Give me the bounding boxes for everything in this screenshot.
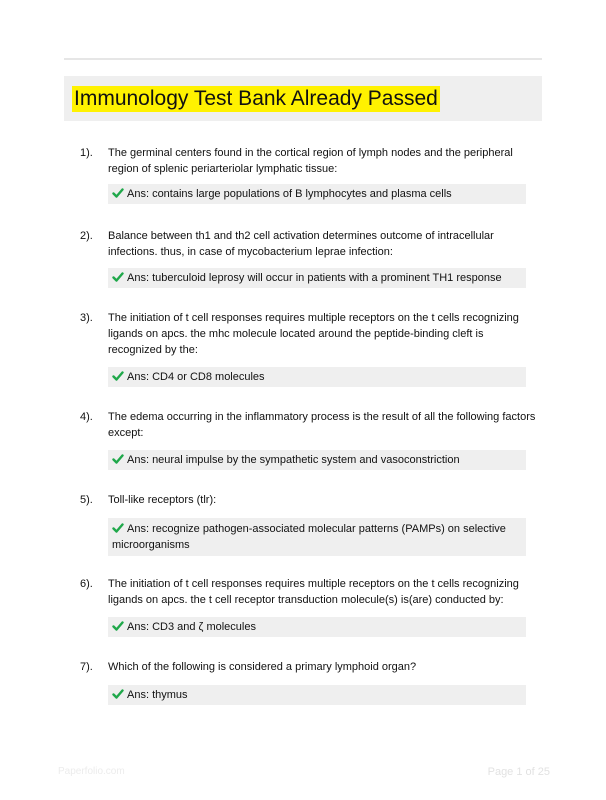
question-number: 4). [80,411,93,423]
top-divider [64,58,542,60]
check-icon [112,370,124,382]
page-title: Immunology Test Bank Already Passed [74,87,438,110]
check-icon [112,453,124,465]
answer-text: Ans: CD4 or CD8 molecules [127,371,265,383]
answer-text: Ans: CD3 and ζ molecules [127,621,256,633]
title-banner [64,76,542,121]
footer-source: Paperfolio.com [58,766,125,777]
answer-text: Ans: tuberculoid leprosy will occur in patients with a prominent TH1 response [127,272,502,284]
answer-box [108,450,526,470]
question-number: 2). [80,230,93,242]
question-text: The germinal centers found in the cortical region of lymph nodes and the peripheral region of splenic periarteriolar lymphatic tissue: [108,147,513,175]
question-number: 3). [80,312,93,324]
answer-box [108,268,526,288]
question-number: 1). [80,147,93,159]
check-icon [112,620,124,632]
answer-text: Ans: recognize pathogen-associated molecular patterns (PAMPs) on selective microorganisms [112,523,506,551]
question-number: 7). [80,661,93,673]
question-text: The edema occurring in the inflammatory process is the result of all the following factors except: [108,411,536,439]
question-text: Balance between th1 and th2 cell activation determines outcome of intracellular infections. thus, in case of mycobacterium leprae infection: [108,230,494,258]
check-icon [112,271,124,283]
question-text: Toll-like receptors (tlr): [108,494,217,506]
question-text: Which of the following is considered a primary lymphoid organ? [108,661,417,673]
question-text: The initiation of t cell responses requires multiple receptors on the t cells recognizing ligands on apcs. the mhc molecule located around the peptide-binding cleft is recognized by the: [108,312,519,356]
check-icon [112,522,124,534]
answer-text: Ans: contains large populations of B lymphocytes and plasma cells [127,188,452,200]
question-number: 6). [80,578,93,590]
answer-box [108,518,526,556]
answer-box [108,184,526,204]
answer-text: Ans: neural impulse by the sympathetic system and vasoconstriction [127,454,460,466]
answer-box [108,367,526,387]
page-number: Page 1 of 25 [487,766,550,778]
question-text: The initiation of t cell responses requires multiple receptors on the t cells recognizing ligands on apcs. the t cell receptor transduction molecule(s) is(are) conducted by: [108,578,519,606]
answer-box [108,617,526,637]
answer-text: Ans: thymus [127,689,188,701]
answer-box [108,685,526,705]
question-number: 5). [80,494,93,506]
check-icon [112,688,124,700]
check-icon [112,187,124,199]
